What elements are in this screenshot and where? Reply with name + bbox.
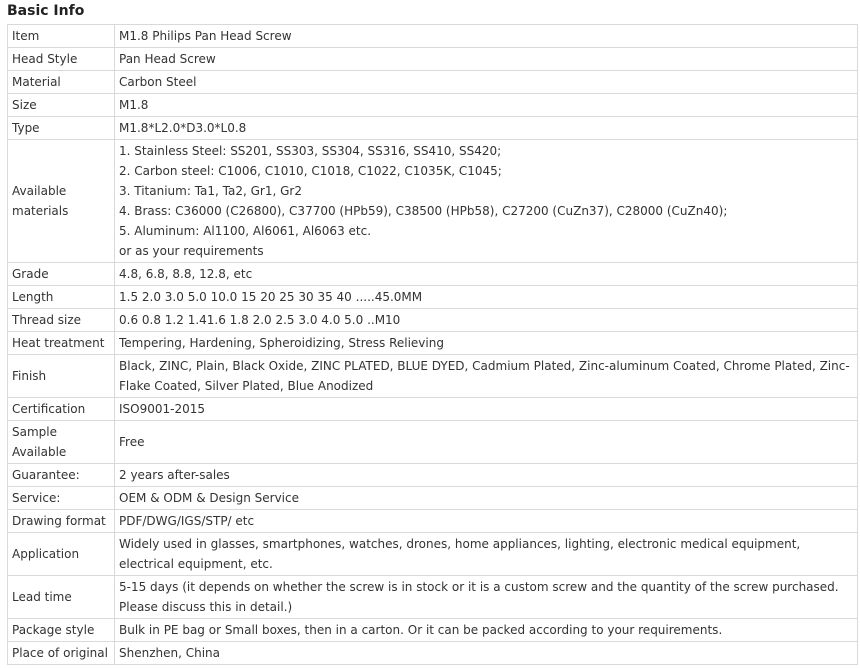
row-label: Grade (8, 263, 115, 286)
table-row (8, 25, 858, 48)
row-value: ISO9001-2015 (115, 398, 858, 421)
row-value-line: 1. Stainless Steel: SS201, SS303, SS304, SS316, SS410, SS420; (119, 144, 502, 158)
row-label: Lead time (8, 576, 115, 619)
row-value-line: 5. Aluminum: Al1100, Al6061, Al6063 etc. (119, 224, 372, 238)
row-value: 5-15 days (it depends on whether the screw is in stock or it is a custom screw and the quantity of the screw purchased. Please discuss this in detail.) (115, 576, 858, 619)
row-label: Place of original (8, 642, 115, 665)
table-row (8, 117, 858, 140)
row-value: Black, ZINC, Plain, Black Oxide, ZINC PLATED, BLUE DYED, Cadmium Plated, Zinc-aluminum Coated, Chrome Plated, Zinc-Flake Coated, Silver Plated, Blue Anodized (115, 355, 858, 398)
row-label: Size (8, 94, 115, 117)
table-row (8, 533, 858, 576)
row-value (115, 140, 858, 263)
row-label: Thread size (8, 309, 115, 332)
table-row (8, 487, 858, 510)
row-value: 0.6 0.8 1.2 1.41.6 1.8 2.0 2.5 3.0 4.0 5.0 ..M10 (115, 309, 858, 332)
row-value: Bulk in PE bag or Small boxes, then in a carton. Or it can be packed according to your requirements. (115, 619, 858, 642)
table-row (8, 309, 858, 332)
row-value: Shenzhen, China (115, 642, 858, 665)
row-value: OEM & ODM & Design Service (115, 487, 858, 510)
row-label: Available materials (8, 140, 115, 263)
row-value-line: or as your requirements (119, 244, 264, 258)
table-row (8, 355, 858, 398)
row-label: Drawing format (8, 510, 115, 533)
row-label: Sample Available (8, 421, 115, 464)
table-row (8, 48, 858, 71)
table-row (8, 619, 858, 642)
row-value: Pan Head Screw (115, 48, 858, 71)
row-value: PDF/DWG/IGS/STP/ etc (115, 510, 858, 533)
table-row (8, 510, 858, 533)
row-label: Guarantee: (8, 464, 115, 487)
row-value: Free (115, 421, 858, 464)
table-row (8, 576, 858, 619)
row-label: Item (8, 25, 115, 48)
table-row (8, 464, 858, 487)
row-value-line: 4. Brass: C36000 (C26800), C37700 (HPb59), C38500 (HPb58), C27200 (CuZn37), C28000 (CuZn40); (119, 204, 728, 218)
table-row (8, 286, 858, 309)
row-value: Widely used in glasses, smartphones, watches, drones, home appliances, lighting, electronic medical equipment, electrical equipment, etc. (115, 533, 858, 576)
row-label: Application (8, 533, 115, 576)
row-value: M1.8 (115, 94, 858, 117)
row-label: Material (8, 71, 115, 94)
table-row (8, 71, 858, 94)
table-row (8, 421, 858, 464)
table-row (8, 263, 858, 286)
spec-table (7, 24, 858, 665)
row-value: M1.8*L2.0*D3.0*L0.8 (115, 117, 858, 140)
table-row (8, 140, 858, 263)
table-row (8, 332, 858, 355)
row-value-line: 2. Carbon steel: C1006, C1010, C1018, C1022, C1035K, C1045; (119, 164, 502, 178)
section-title: Basic Info (7, 3, 85, 19)
row-label: Type (8, 117, 115, 140)
row-label: Length (8, 286, 115, 309)
row-value: 2 years after-sales (115, 464, 858, 487)
table-row (8, 94, 858, 117)
spec-table-body (8, 25, 858, 665)
row-label: Certification (8, 398, 115, 421)
row-label: Service: (8, 487, 115, 510)
row-value: 1.5 2.0 3.0 5.0 10.0 15 20 25 30 35 40 .....45.0MM (115, 286, 858, 309)
table-row (8, 642, 858, 665)
row-value: M1.8 Philips Pan Head Screw (115, 25, 858, 48)
table-row (8, 398, 858, 421)
row-value-line: 3. Titanium: Ta1, Ta2, Gr1, Gr2 (119, 184, 302, 198)
row-label: Heat treatment (8, 332, 115, 355)
row-label: Head Style (8, 48, 115, 71)
row-value: Tempering, Hardening, Spheroidizing, Stress Relieving (115, 332, 858, 355)
row-value: Carbon Steel (115, 71, 858, 94)
row-value: 4.8, 6.8, 8.8, 12.8, etc (115, 263, 858, 286)
row-label: Finish (8, 355, 115, 398)
row-label: Package style (8, 619, 115, 642)
